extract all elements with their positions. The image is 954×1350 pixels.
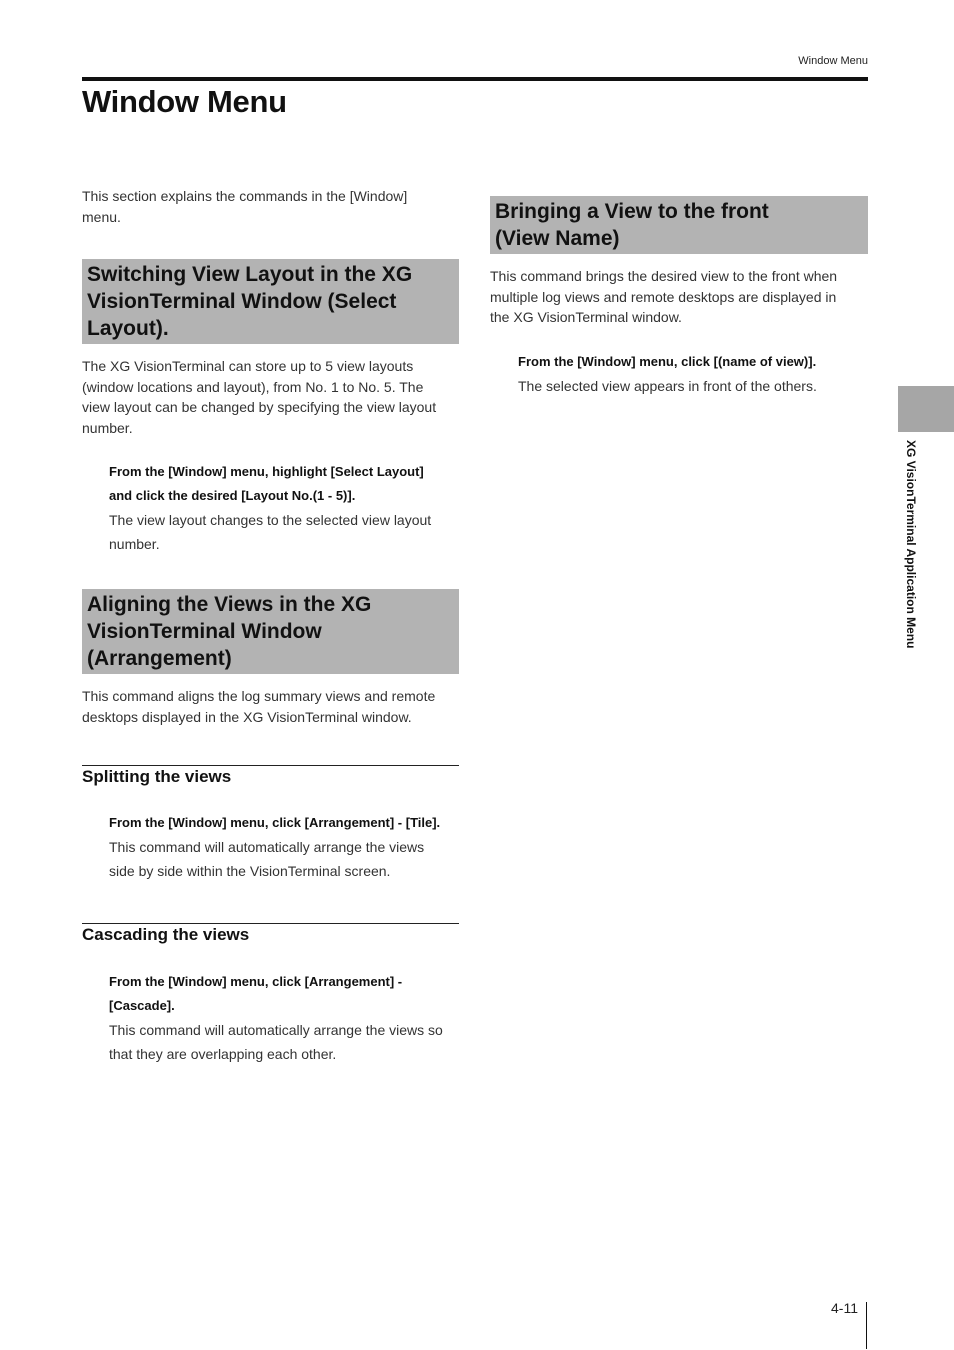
section-aligning-heading (82, 589, 459, 674)
page-number: 4-11 (831, 1300, 858, 1316)
result-line: side by side within the VisionTerminal screen. (109, 863, 391, 879)
step-line: and click the desired [Layout No.(1 - 5)]. (109, 488, 356, 503)
step-line: From the [Window] menu, click [Arrangement] - (109, 974, 403, 989)
aligning-body (82, 686, 459, 727)
heading-line: Aligning the Views in the XG (87, 593, 372, 616)
body-line: multiple log views and remote desktops are displayed in (490, 288, 837, 305)
heading-line: Layout). (87, 317, 169, 340)
result-line: This command will automatically arrange the views (109, 839, 425, 855)
result-line: that they are overlapping each other. (109, 1046, 337, 1062)
heading-line: VisionTerminal Window (Select (87, 290, 397, 313)
page-title: Window Menu (82, 84, 287, 119)
result-line: The selected view appears in front of the others. (518, 378, 817, 394)
page-number-rule (866, 1302, 867, 1349)
body-line: (window locations and layout), from No. 1 to No. 5. The (82, 378, 424, 395)
switching-body (82, 356, 459, 438)
result-line: This command will automatically arrange the views so (109, 1022, 443, 1038)
section-switching-heading (82, 259, 459, 344)
cascading-heading-block (82, 923, 459, 946)
running-header: Window Menu (798, 55, 868, 67)
step-line: From the [Window] menu, highlight [Select Layout] (109, 464, 424, 479)
section-bringing-heading (490, 196, 868, 254)
heading-line: (View Name) (495, 227, 620, 250)
body-line: The XG VisionTerminal can store up to 5 view layouts (82, 358, 414, 374)
heading-line: Switching View Layout in the XG (87, 263, 413, 286)
bringing-body (490, 266, 868, 328)
body-line: This command aligns the log summary views and remote (82, 688, 436, 704)
intro-line: menu. (82, 208, 121, 225)
title-rule (82, 77, 868, 81)
cascading-heading: Cascading the views (82, 923, 459, 946)
step-line: From the [Window] menu, click [(name of view)]. (518, 354, 817, 369)
body-line: the XG VisionTerminal window. (490, 309, 682, 325)
step-line: From the [Window] menu, click [Arrangement] - [Tile]. (109, 815, 441, 830)
intro-line: This section explains the commands in the [Window] (82, 188, 408, 204)
body-line: This command brings the desired view to the front when (490, 268, 838, 284)
heading-line: Bringing a View to the front (495, 200, 769, 223)
chapter-side-label: XG VisionTerminal Application Menu (904, 440, 918, 649)
result-line: number. (109, 536, 160, 552)
body-line: number. (82, 419, 133, 436)
body-line: desktops displayed in the XG VisionTerminal window. (82, 708, 412, 725)
splitting-heading-block (82, 765, 459, 788)
heading-line: VisionTerminal Window (87, 620, 322, 643)
step-line: [Cascade]. (109, 998, 175, 1013)
bringing-step (518, 350, 868, 398)
body-line: view layout can be changed by specifying the view layout (82, 399, 437, 415)
intro-paragraph (82, 186, 459, 227)
splitting-step (109, 811, 459, 883)
splitting-heading: Splitting the views (82, 765, 459, 788)
result-line: The view layout changes to the selected view layout (109, 512, 432, 528)
heading-line: (Arrangement) (87, 647, 232, 670)
cascading-step (109, 970, 459, 1066)
chapter-side-tab (898, 386, 954, 432)
switching-step (109, 460, 459, 556)
